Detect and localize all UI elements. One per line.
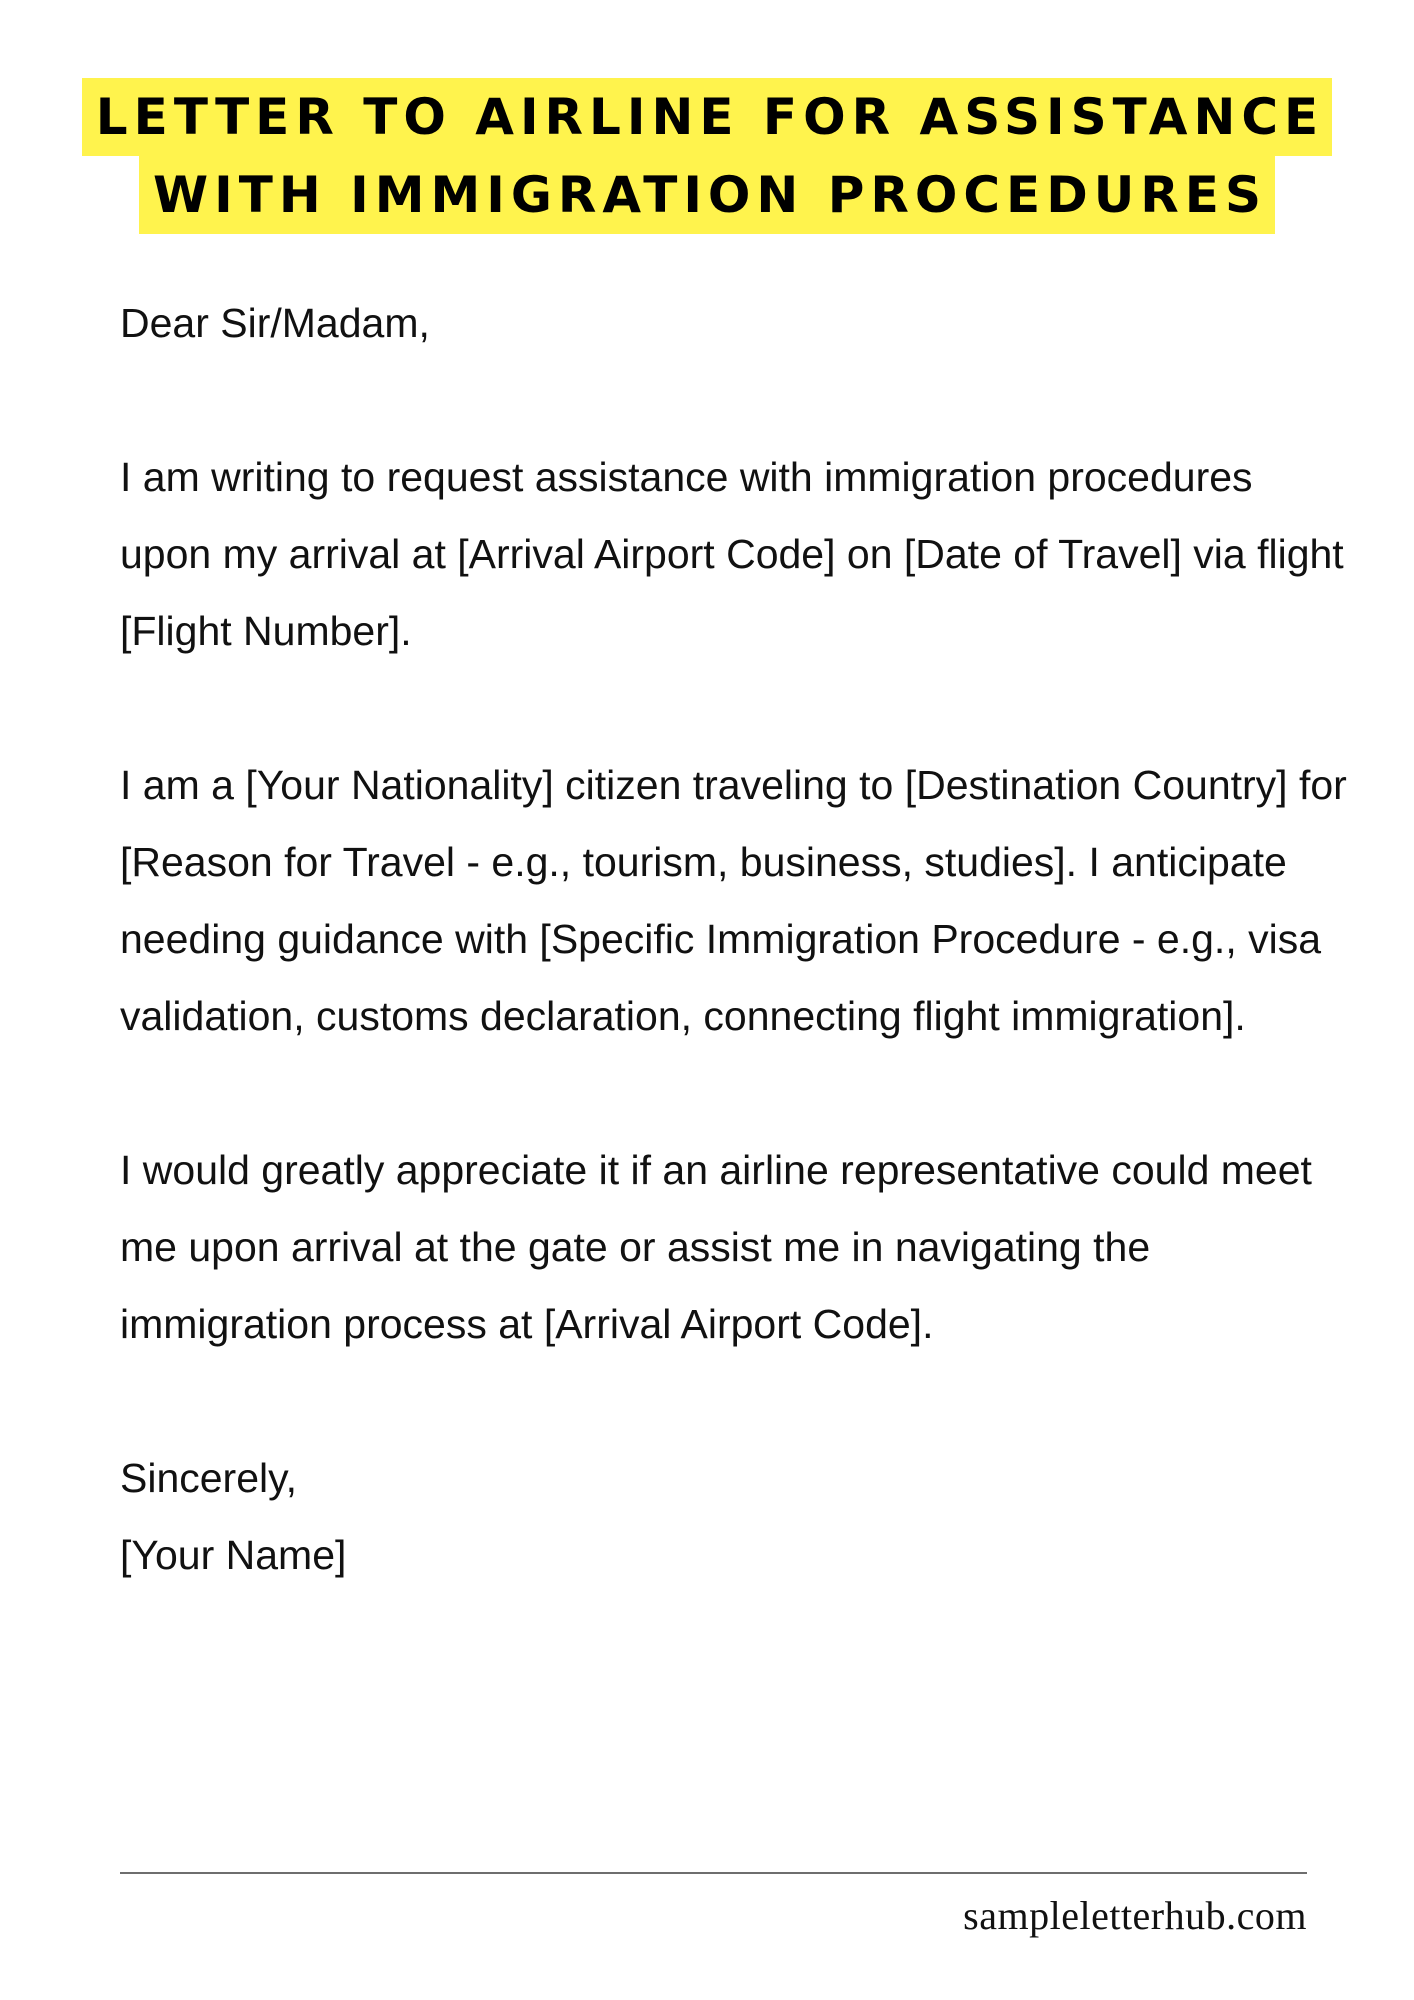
footer-divider [120,1872,1307,1874]
closing: Sincerely, [120,1455,297,1501]
title-line-2: WITH IMMIGRATION PROCEDURES [139,156,1275,234]
letter-body [120,285,1350,1594]
signature-name: [Your Name] [120,1532,347,1578]
salutation: Dear Sir/Madam, [120,300,430,346]
paragraph-request: I am writing to request assistance with immigration procedures upon my arrival at [Arrival Airport Code] on [Date of Travel] via flight [Flight Number]. [120,454,1344,654]
paragraph-appreciation: I would greatly appreciate it if an airline representative could meet me upon arrival at the gate or assist me in navigating the immigration process at [Arrival Airport Code]. [120,1147,1312,1347]
paragraph-details: I am a [Your Nationality] citizen traveling to [Destination Country] for [Reason for Travel - e.g., tourism, business, studies]. I anticipate needing guidance with [Specific Immigration Procedure - e.g., visa validation, customs declaration, connecting flight immigration]. [120,762,1347,1039]
paragraph-spacer [120,362,1350,439]
website-link[interactable]: sampleletterhub.com [963,1893,1307,1938]
paragraph-spacer [120,1055,1350,1132]
paragraph-spacer [120,670,1350,747]
title-line-1: LETTER TO AIRLINE FOR ASSISTANCE [82,78,1332,156]
paragraph-spacer [120,1363,1350,1440]
page-title [0,78,1414,234]
